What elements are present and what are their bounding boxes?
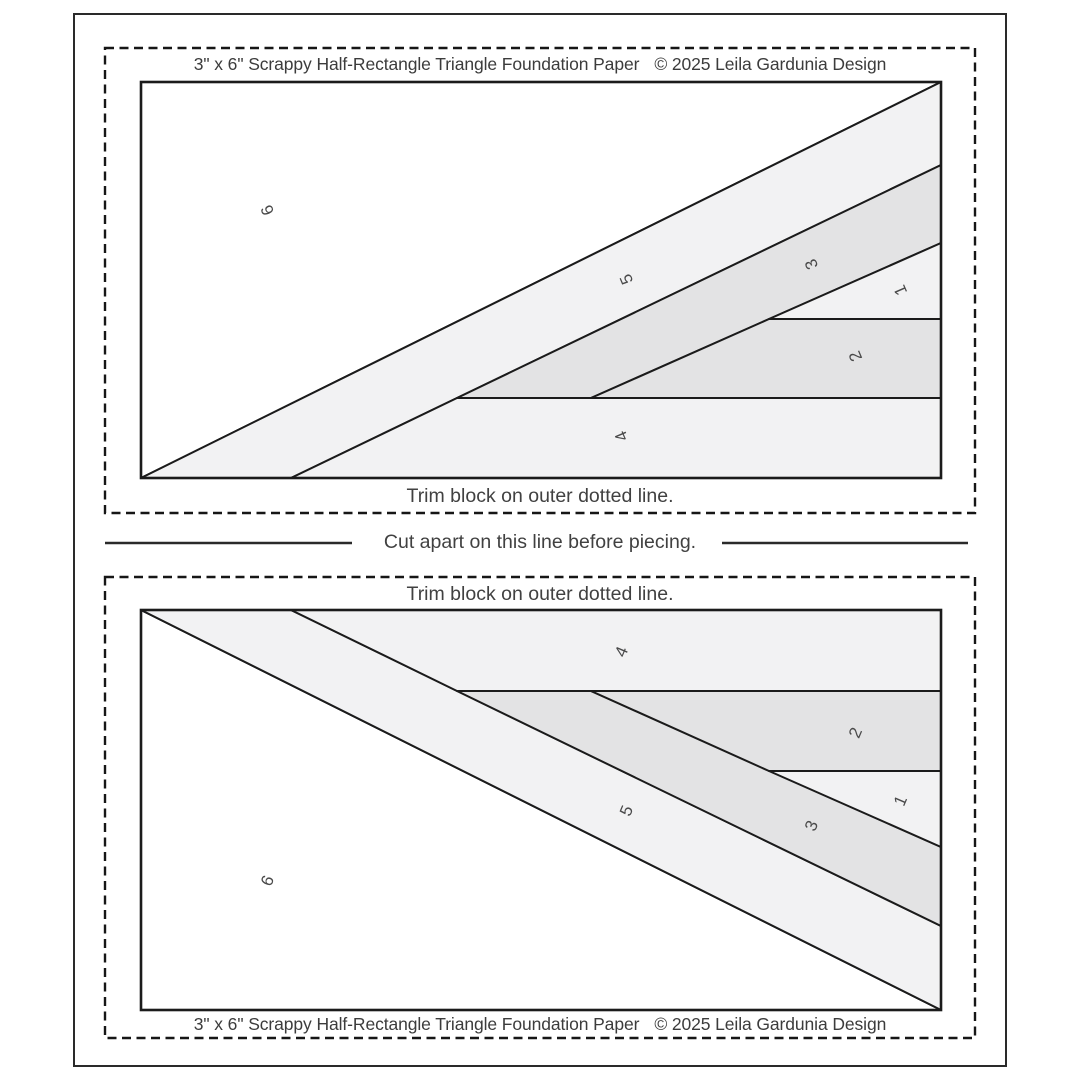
cut-apart-note: Cut apart on this line before piecing.: [383, 531, 697, 553]
bottom-block-title: [105, 1014, 975, 1035]
piece-1-label-top: 1: [889, 282, 912, 299]
piece-6-label-bottom: 6: [256, 872, 279, 889]
piece-5-label-bottom: 5: [615, 802, 638, 819]
piece-4-label-top: 4: [610, 428, 633, 445]
piece-2-label-bottom: 2: [844, 724, 867, 741]
foundation-diagram-bottom: [141, 610, 941, 1010]
bottom-trim-note: Trim block on outer dotted line.: [406, 583, 674, 605]
bottom-copyright-text: © 2025 Leila Gardunia Design: [654, 1014, 887, 1034]
top-copyright-text: © 2025 Leila Gardunia Design: [654, 54, 887, 74]
piece-2-label-top: 2: [844, 348, 867, 365]
piece-3-label-bottom: 3: [800, 817, 823, 834]
foundation-diagram-top: [141, 82, 941, 478]
piece-6-label-top: 6: [256, 202, 279, 219]
piece-5-label-top: 5: [615, 271, 638, 288]
piece-3-label-top: 3: [800, 256, 823, 273]
top-trim-note: Trim block on outer dotted line.: [406, 485, 674, 507]
piece-4-label-bottom: 4: [610, 643, 633, 660]
top-title-text: 3" x 6" Scrappy Half-Rectangle Triangle Foundation Paper: [193, 54, 640, 74]
top-block-title: [105, 54, 975, 75]
bottom-title-text: 3" x 6" Scrappy Half-Rectangle Triangle Foundation Paper: [193, 1014, 640, 1034]
piece-1-label-bottom: 1: [889, 792, 912, 809]
